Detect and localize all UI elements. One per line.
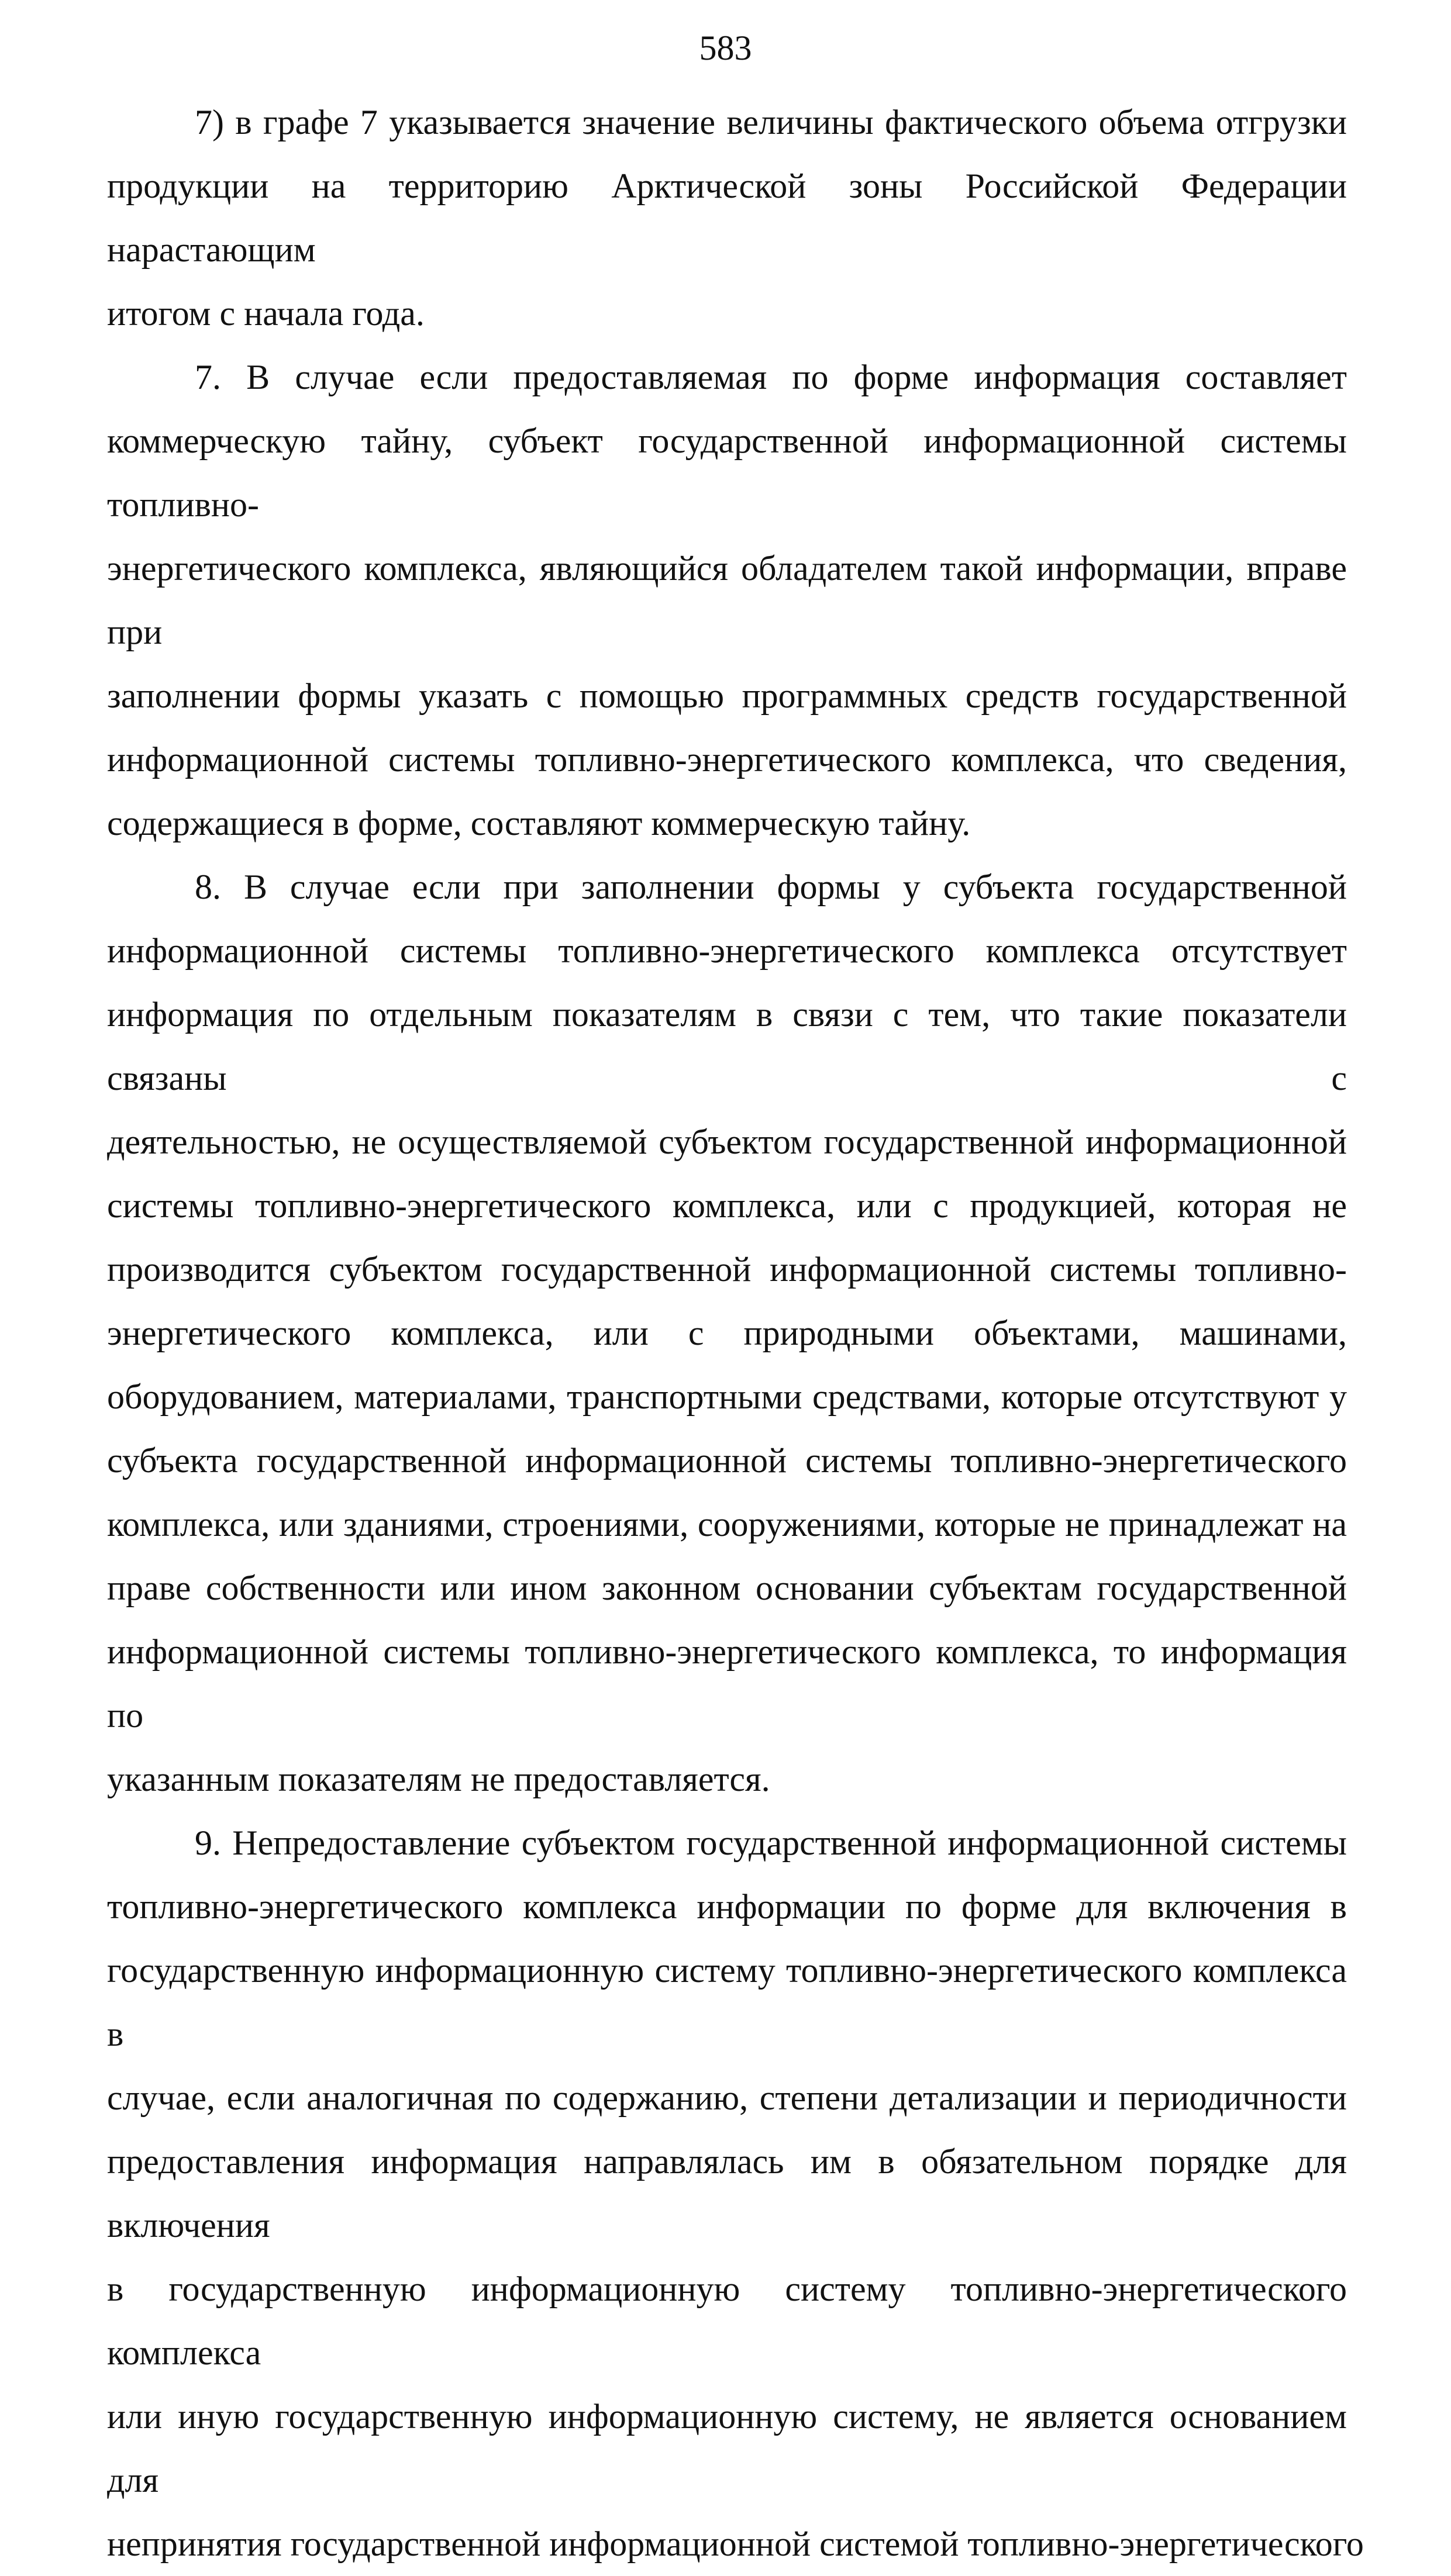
text-line: 8. В случае если при заполнении формы у субъекта государственной [195,868,1347,906]
paragraph-point-9 [107,1811,1364,2576]
document-body [107,91,1364,2576]
text-line: 7. В случае если предоставляемая по форме информация составляет [195,358,1347,396]
text-line: непринятия государственной информационной системой топливно-энергетического [107,2525,1364,2563]
text-line: информационной системы топливно-энергетического комплекса отсутствует [107,931,1347,970]
text-line: энергетического комплекса, являющийся обладателем такой информации, вправе при [107,549,1347,651]
text-line: заполнении формы указать с помощью программных средств государственной [107,676,1347,715]
text-line: 7) в графе 7 указывается значение величины фактического объема отгрузки [195,103,1347,141]
text-line: производится субъектом государственной информационной системы топливно- [107,1250,1347,1289]
paragraph-point-7 [107,346,1347,855]
text-line: итогом с начала года. [107,294,425,333]
text-line: содержащиеся в форме, составляют коммерческую тайну. [107,804,971,842]
text-line: информационной системы топливно-энергетического комплекса, то информация по [107,1632,1347,1735]
text-line: субъекта государственной информационной системы топливно-энергетического [107,1441,1347,1480]
text-line: в государственную информационную систему топливно-энергетического комплекса [107,2270,1347,2372]
text-line: информация по отдельным показателям в связи с тем, что такие показатели связаны с [107,995,1347,1097]
text-line: случае, если аналогичная по содержанию, степени детализации и периодичности [107,2078,1347,2117]
text-line: 9. Непредоставление субъектом государственной информационной системы [195,1824,1347,1862]
text-line: коммерческую тайну, субъект государственной информационной системы топливно- [107,422,1347,524]
text-line: праве собственности или ином законном основании субъектам государственной [107,1569,1347,1607]
text-line: предоставления информация направлялась им в обязательном порядке для включения [107,2142,1347,2244]
paragraph-point-8 [107,855,1347,1811]
text-line: комплекса, или зданиями, строениями, сооружениями, которые не принадлежат на [107,1505,1347,1543]
text-line: информационной системы топливно-энергетического комплекса, что сведения, [107,740,1347,779]
text-line: топливно-энергетического комплекса информации по форме для включения в [107,1887,1347,1926]
text-line: указанным показателям не предоставляется. [107,1760,770,1798]
text-line: энергетического комплекса, или с природными объектами, машинами, [107,1314,1347,1352]
text-line: системы топливно-энергетического комплекса, или с продукцией, которая не [107,1186,1347,1225]
text-line: деятельностью, не осуществляемой субъектом государственной информационной [107,1123,1347,1161]
text-line: или иную государственную информационную систему, не является основанием для [107,2397,1347,2499]
text-line: продукции на территорию Арктической зоны Российской Федерации нарастающим [107,167,1347,269]
page-number: 583 [699,29,752,67]
text-line: оборудованием, материалами, транспортными средствами, которые отсутствуют у [107,1377,1347,1416]
paragraph-item-7-column-7 [107,91,1347,346]
text-line: государственную информационную систему топливно-энергетического комплекса в [107,1951,1347,2053]
